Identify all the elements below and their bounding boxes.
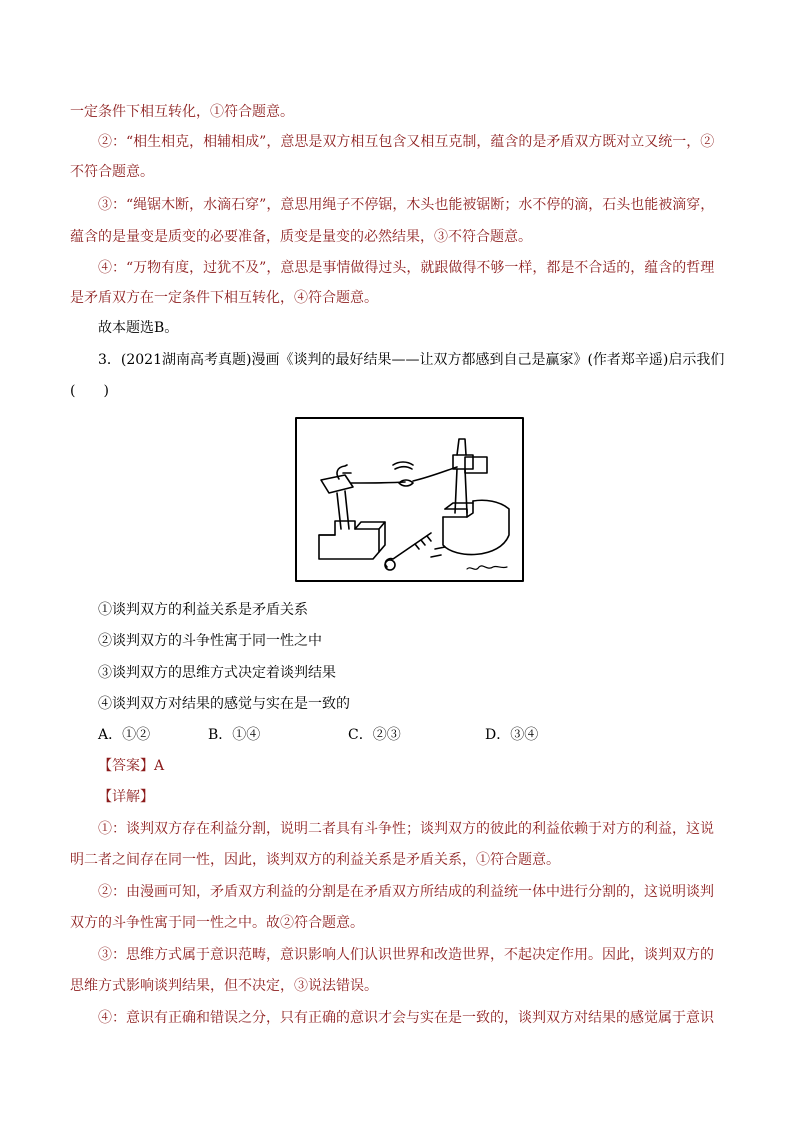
option-b[interactable]: B．①④ [208, 727, 261, 743]
analysis-line: 蕴含的是量变是质变的必要准备，质变是量变的必然结果，③不符合题意。 [70, 229, 532, 245]
detail-line: ②：由漫画可知，矛盾双方利益的分割是在矛盾双方所结成的利益统一体中进行分割的，这说明谈判 [98, 884, 714, 900]
option-d[interactable]: D．③④ [485, 727, 539, 743]
detail-line: 明二者之间存在同一性，因此，谈判双方的利益关系是矛盾关系，①符合题意。 [70, 852, 560, 868]
analysis-line: ③：“绳锯木断，水滴石穿”，意思用绳子不停锯，木头也能被锯断；水不停的滴，石头也能被滴穿， [98, 197, 715, 213]
analysis-line: 是矛盾双方在一定条件下相互转化，④符合题意。 [70, 290, 378, 306]
option-c[interactable]: C．②③ [348, 727, 401, 743]
question-stem: 3．(2021湖南高考真题)漫画《谈判的最好结果——让双方都感到自己是赢家》(作者郑辛遥)启示我们 [98, 352, 725, 368]
detail-line: ③：思维方式属于意识范畴，意识影响人们认识世界和改造世界，不起决定作用。因此，谈判双方的 [98, 947, 714, 963]
analysis-line: 不符合题意。 [70, 164, 154, 180]
detail-line: ①：谈判双方存在利益分割，说明二者具有斗争性；谈判双方的彼此的利益依赖于对方的利益，这说 [98, 821, 714, 837]
answer-label: 【答案】A [98, 758, 165, 774]
detail-heading: 【详解】 [98, 789, 154, 805]
detail-line: 思维方式影响谈判结果，但不决定，③说法错误。 [70, 978, 378, 994]
conclusion-line: 故本题选B。 [98, 320, 179, 336]
answer-blank: ( ) [70, 383, 109, 399]
option-a[interactable]: A．①② [98, 727, 151, 743]
statement-4: ④谈判双方对结果的感觉与实在是一致的 [98, 696, 350, 712]
statement-3: ③谈判双方的思维方式决定着谈判结果 [98, 665, 336, 681]
analysis-line: ②：“相生相克，相辅相成”，意思是双方相互包含又相互克制，蕴含的是矛盾双方既对立又统一，② [98, 134, 715, 150]
statement-2: ②谈判双方的斗争性寓于同一性之中 [98, 633, 322, 649]
detail-line: ④：意识有正确和错误之分，只有正确的意识才会与实在是一致的，谈判双方对结果的感觉属于意识 [98, 1010, 714, 1026]
negotiation-cartoon [295, 417, 524, 582]
statement-1: ①谈判双方的利益关系是矛盾关系 [98, 602, 308, 618]
detail-line: 双方的斗争性寓于同一性之中。故②符合题意。 [70, 915, 364, 931]
analysis-line: ④：“万物有度，过犹不及”，意思是事情做得过头，就跟做得不够一样，都是不合适的，蕴含的哲理 [98, 260, 715, 276]
analysis-line: 一定条件下相互转化，①符合题意。 [70, 104, 294, 120]
